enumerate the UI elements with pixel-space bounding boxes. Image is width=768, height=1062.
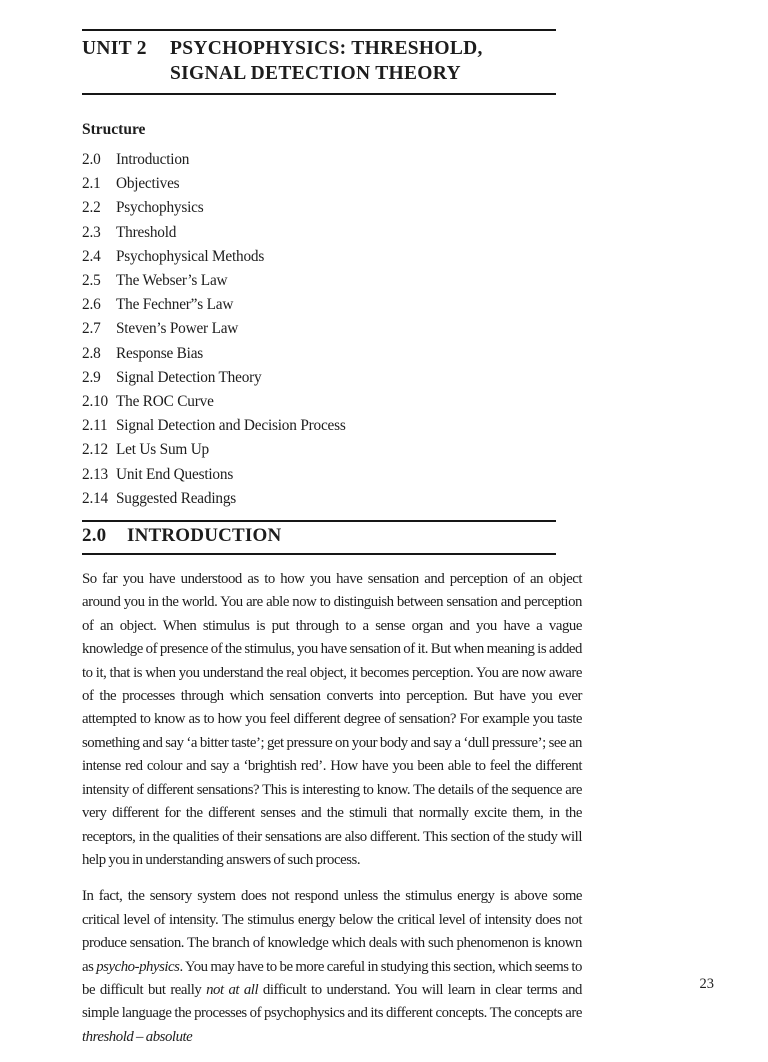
unit-title-line2: SIGNAL DETECTION THEORY: [170, 63, 461, 84]
paragraph-italic-text: not at all: [206, 981, 259, 998]
toc-item-number: 2.6: [82, 296, 101, 314]
toc-item: [82, 487, 556, 511]
toc-item-label: Unit End Questions: [116, 465, 234, 483]
toc-item: [82, 438, 556, 462]
paragraph-text: In fact, the sensory system does not respond unless the stimulus energy is above some critical level of intensity. The stimulus energy below the critical level of intensity does not produce sensation. The branch of knowledge which deals with such phenomenon is known as: [82, 888, 582, 975]
paragraph-text: So far you have understood as to how you have sensation and perception of an object around you in the world. You are able now to distinguish between sensation and perception of an object. When stimulus is put through to a sense organ and you have a vague knowledge of presence of the stimulus, you have sensation of it. But when meaning is added to it, that is when you understand the real object, it becomes perception. You are now aware of the processes through which sensation converts into perception. But have you ever attempted to know as to how you feel different degree of sensation? For example you taste something and say ‘a bitter taste’; get pressure on your body and say a ‘dull pressure’; see an intense red colour and say a ‘brightish red’. How have you been able to feel the different intensity of different sensations? This is interesting to know. The details of the sequence are very different for the different senses and the stimuli that normally excite them, in the receptors, in the qualities of their sensations are also different. This section of the study will help you in understanding answers of such process.: [82, 571, 582, 868]
toc-item-label: Psychophysical Methods: [116, 247, 265, 265]
section-title: INTRODUCTION: [127, 525, 282, 547]
page-number: 23: [699, 976, 714, 992]
structure-list: [82, 148, 556, 511]
paragraph: [82, 885, 582, 1049]
toc-item: [82, 414, 556, 438]
toc-item-number: 2.5: [82, 272, 101, 290]
paragraph-text: . You may have to be more careful in studying this section, which seems to be difficult but really: [82, 958, 582, 998]
toc-item-number: 2.10: [82, 393, 108, 411]
toc-item: [82, 269, 556, 293]
toc-item-number: 2.3: [82, 223, 101, 241]
toc-item-label: Signal Detection and Decision Process: [116, 417, 346, 435]
toc-item-label: Objectives: [116, 175, 180, 193]
toc-item-number: 2.0: [82, 151, 101, 168]
toc-item: [82, 196, 556, 220]
toc-item-number: 2.11: [82, 417, 108, 435]
toc-item: [82, 342, 556, 366]
toc-item-label: Threshold: [116, 223, 177, 241]
paragraph-text: difficult to understand. You will learn in clear terms and simple language the processes of psychophysics and its different concepts. The concepts are: [82, 981, 582, 1022]
structure-heading: Structure: [82, 121, 146, 138]
unit-title-block: [82, 29, 556, 95]
toc-item-number: 2.14: [82, 489, 108, 507]
toc-item-number: 2.4: [82, 247, 101, 265]
toc-item: [82, 148, 556, 172]
toc-item-label: The Webser’s Law: [116, 272, 228, 290]
toc-item-number: 2.13: [82, 465, 108, 483]
toc-item-label: Let Us Sum Up: [116, 441, 210, 459]
toc-item: [82, 390, 556, 414]
unit-title: [170, 36, 483, 86]
toc-item-label: Response Bias: [116, 344, 204, 362]
section-number: 2.0: [82, 525, 107, 547]
toc-item-label: Psychophysics: [116, 199, 204, 217]
toc-item: [82, 245, 556, 269]
unit-title-line1: PSYCHOPHYSICS: THRESHOLD,: [170, 38, 483, 59]
toc-item-label: Introduction: [116, 151, 190, 168]
page-content: [82, 0, 582, 1062]
toc-item-number: 2.1: [82, 175, 101, 193]
toc-item: [82, 172, 556, 196]
toc-item-label: Suggested Readings: [116, 489, 237, 507]
toc-item-label: The Fechner”s Law: [116, 296, 234, 314]
toc-item-label: Steven’s Power Law: [116, 320, 239, 338]
unit-title-row: [82, 36, 556, 86]
paragraph-italic-text: psycho-physics: [96, 958, 180, 975]
paragraph: [82, 568, 582, 872]
toc-item-number: 2.9: [82, 368, 101, 386]
toc-item-label: Signal Detection Theory: [116, 368, 262, 386]
body-paragraphs: [82, 568, 582, 1049]
unit-number: UNIT 2: [82, 38, 147, 59]
toc-item: [82, 317, 556, 341]
toc-item-label: The ROC Curve: [116, 393, 214, 411]
toc-item: [82, 293, 556, 317]
toc-item: [82, 221, 556, 245]
toc-item: [82, 463, 556, 487]
toc-item-number: 2.8: [82, 344, 101, 362]
toc-item-number: 2.12: [82, 441, 108, 459]
toc-item-number: 2.7: [82, 320, 101, 338]
toc-item-number: 2.2: [82, 199, 101, 217]
toc-item: [82, 366, 556, 390]
section-heading: [82, 520, 556, 555]
paragraph-italic-text: threshold – absolute: [82, 1028, 193, 1045]
